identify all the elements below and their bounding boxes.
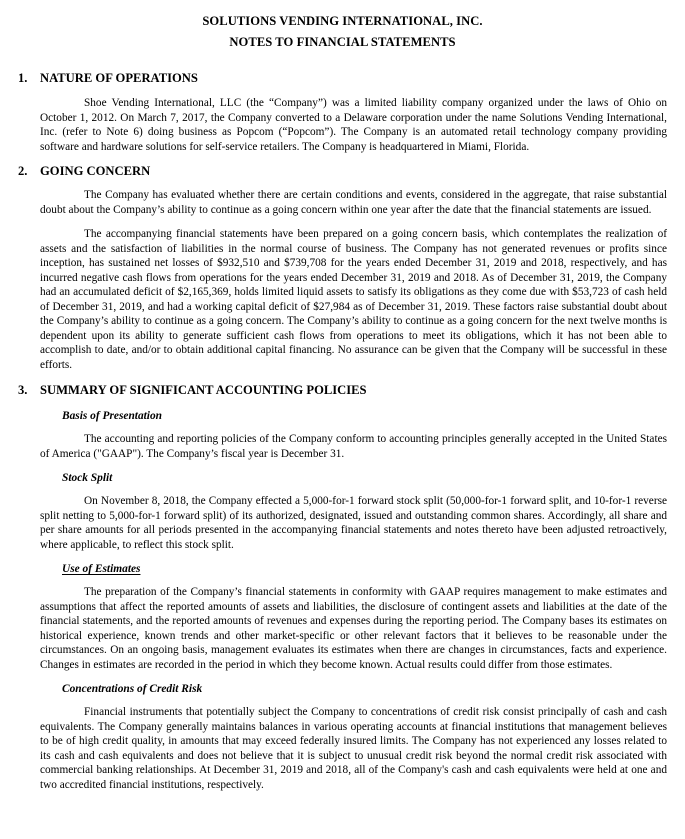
section-number: 1. <box>18 71 28 85</box>
subheading-stock-split: Stock Split <box>62 472 113 484</box>
section-heading-nature-of-operations <box>18 70 667 87</box>
company-title: SOLUTIONS VENDING INTERNATIONAL, INC. <box>202 14 483 28</box>
document-subtitle: NOTES TO FINANCIAL STATEMENTS <box>229 35 456 49</box>
section-number: 3. <box>18 383 28 397</box>
paragraph-basis-of-presentation: The accounting and reporting policies of the Company conform to accounting principles generally accepted in the United States of America ("GAAP"). The Company’s fiscal year is December 31. <box>40 433 667 460</box>
subheading-concentrations-of-credit-risk: Concentrations of Credit Risk <box>62 683 203 695</box>
paragraph-stock-split: On November 8, 2018, the Company effected a 5,000-for-1 forward stock split (50,000-for-1 forward split, and 10-for-1 reverse split netting to 5,000-for-1 forward split) of its authorized, designated, issued and outstanding common shares. Accordingly, all share and per share amounts for all periods presented in the accompanying financial statements and notes thereto have been adjusted retroactively, where applicable, to reflect this stock split. <box>40 495 667 551</box>
section-heading-going-concern <box>18 163 667 180</box>
section-title: NATURE OF OPERATIONS <box>40 71 198 85</box>
subheading-basis-of-presentation: Basis of Presentation <box>62 410 162 422</box>
section-number: 2. <box>18 164 28 178</box>
paragraph-going-concern-evaluation: The Company has evaluated whether there are certain conditions and events, considered in the aggregate, that raise substantial doubt about the Company’s ability to continue as a going concern within one year after the date that the financial statements are issued. <box>40 189 667 216</box>
section-title: GOING CONCERN <box>40 164 151 178</box>
subheading-use-of-estimates: Use of Estimates <box>62 563 141 575</box>
paragraph-concentrations-of-credit-risk: Financial instruments that potentially subject the Company to concentrations of credit risk consist principally of cash and cash equivalents. The Company generally maintains balances in various operating accounts at financial institutions that management believes to be of high credit quality, in amounts that may exceed federally insured limits. The Company has not experienced any losses related to its cash and cash equivalents and does not believe that it is subject to unusual credit risk beyond the normal credit risk associated with commercial banking relationships. At December 31, 2019 and 2018, all of the Company's cash and cash equivalents were held at one and two accredited financial institutions, respectively. <box>40 706 667 791</box>
paragraph-nature-of-operations: Shoe Vending International, LLC (the “Company”) was a limited liability company organized under the laws of Ohio on October 1, 2012. On March 7, 2017, the Company converted to a Delaware corporation under the name Solutions Vending International, Inc. (refer to Note 6) doing business as Popcom (“Popcom”). The Company is an automated retail technology company providing software and hardware solutions for self-service retailers. The Company is headquartered in Miami, Florida. <box>40 97 667 153</box>
section-heading-accounting-policies <box>18 382 667 399</box>
paragraph-use-of-estimates: The preparation of the Company’s financial statements in conformity with GAAP requires management to make estimates and assumptions that affect the reported amounts of assets and liabilities, the disclosure of contingent assets and liabilities at the date of the financial statements, and the reported amounts of revenues and expenses during the reporting period. The Company bases its estimates on historical experience, known trends and other market-specific or other relevant factors that it believes to be reasonable under the circumstances. On an ongoing basis, management evaluates its estimates when there are changes in circumstances, facts and experience. Changes in estimates are recorded in the period in which they become known. Actual results could differ from those estimates. <box>40 586 667 671</box>
paragraph-going-concern-basis: The accompanying financial statements have been prepared on a going concern basis, which contemplates the realization of assets and the satisfaction of liabilities in the normal course of business. The Company has not generated revenues or profits since inception, has sustained net losses of $932,510 and $739,708 for the years ended December 31, 2019 and 2018, respectively, and has incurred negative cash flows from operations for the years ended December 31, 2019 and 2018. As of December 31, 2019, the Company had an accumulated deficit of $2,165,369, holds limited liquid assets to satisfy its obligations as they come due with $53,723 of cash held of December 31, 2019, and had a working capital deficit of $27,984 as of December 31, 2019. These factors raise substantial doubt about the Company’s ability to continue as a going concern. The Company’s ability to continue as a going concern for the next twelve months is dependent upon its ability to generate sufficient cash flows from operations to meet its obligations, which it has not been able to accomplish to date, and/or to obtain additional capital financing. No assurance can be given that the Company will be successful in these efforts. <box>40 228 667 371</box>
section-title: SUMMARY OF SIGNIFICANT ACCOUNTING POLICIES <box>40 383 367 397</box>
